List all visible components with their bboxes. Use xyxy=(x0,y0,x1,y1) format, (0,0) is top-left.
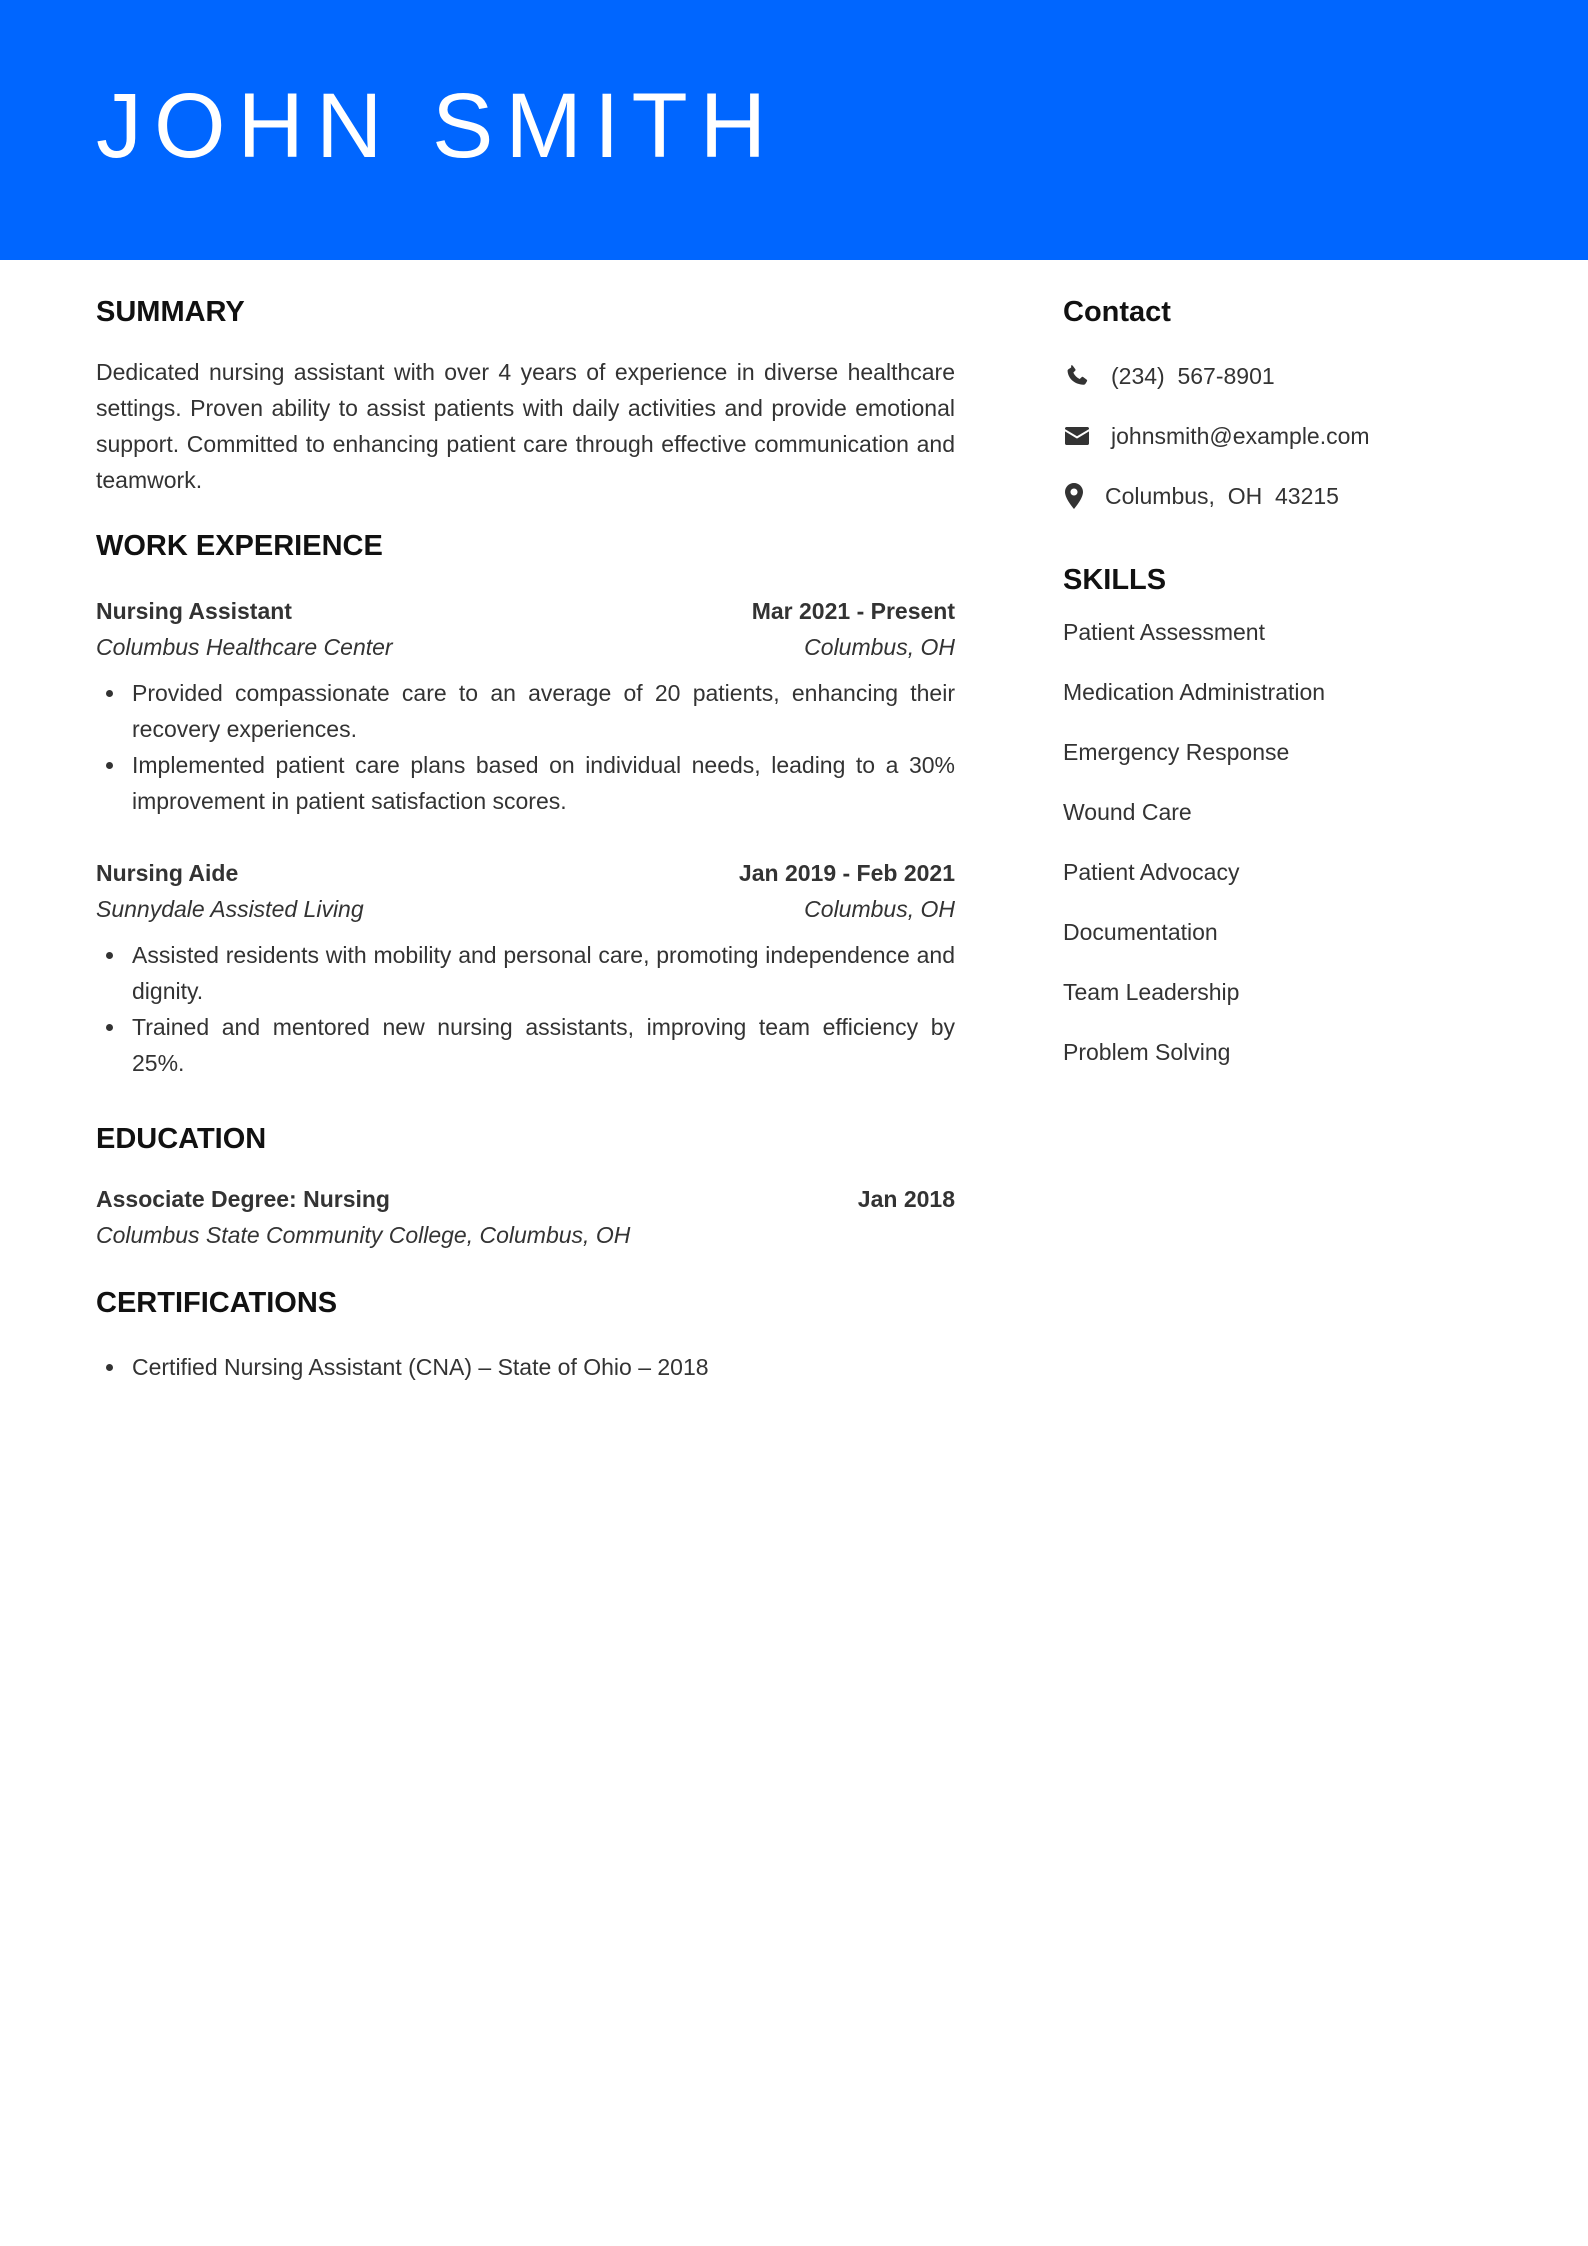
contact-section xyxy=(1063,292,1483,514)
certification-item: Certified Nursing Assistant (CNA) – State of Ohio – 2018 xyxy=(96,1349,955,1385)
job-company: Columbus Healthcare Center xyxy=(96,634,393,660)
phone-text: (234) 567-8901 xyxy=(1111,362,1275,389)
job-title: Nursing Assistant xyxy=(96,598,292,624)
candidate-name: JOHN SMITH xyxy=(96,75,779,177)
job-title: Nursing Aide xyxy=(96,860,239,886)
skills-section xyxy=(1063,560,1483,1070)
job-bullet: Assisted residents with mobility and personal care, promoting independence and dignity. xyxy=(96,937,955,1009)
skill-item: Wound Care xyxy=(1063,799,1192,825)
job-entry xyxy=(96,855,955,1081)
phone-icon xyxy=(1063,362,1091,390)
envelope-icon xyxy=(1063,422,1091,450)
job-entry xyxy=(96,593,955,819)
education-entry xyxy=(96,1181,955,1253)
contact-phone xyxy=(1063,358,1483,394)
contact-email xyxy=(1063,418,1483,454)
degree: Associate Degree: Nursing xyxy=(96,1186,390,1212)
education-section xyxy=(96,1119,955,1253)
job-bullet: Trained and mentored new nursing assistants, improving team efficiency by 25%. xyxy=(96,1009,955,1081)
certifications-heading: CERTIFICATIONS xyxy=(96,1287,338,1319)
skill-item: Medication Administration xyxy=(1063,679,1326,705)
job-company: Sunnydale Assisted Living xyxy=(96,896,364,922)
education-heading: EDUCATION xyxy=(96,1123,267,1155)
skill-item: Documentation xyxy=(1063,919,1218,945)
school: Columbus State Community College, Columbus, OH xyxy=(96,1222,631,1248)
skill-item: Emergency Response xyxy=(1063,739,1290,765)
job-dates: Jan 2019 - Feb 2021 xyxy=(738,860,955,886)
skill-item: Patient Assessment xyxy=(1063,619,1265,645)
skills-heading: SKILLS xyxy=(1063,564,1167,596)
certifications-list xyxy=(96,1349,955,1385)
job-bullet: Provided compassionate care to an average of 20 patients, enhancing their recovery experiences. xyxy=(96,675,955,747)
skills-list xyxy=(1063,614,1483,1070)
job-location: Columbus, OH xyxy=(804,896,955,922)
job-dates: Mar 2021 - Present xyxy=(751,598,955,624)
summary-heading: SUMMARY xyxy=(96,296,245,328)
job-bullets xyxy=(96,937,955,1081)
header-banner xyxy=(0,0,1588,260)
job-location: Columbus, OH xyxy=(804,634,955,660)
work-experience-heading: WORK EXPERIENCE xyxy=(96,530,383,562)
skill-item: Problem Solving xyxy=(1063,1039,1231,1065)
work-experience-section xyxy=(96,526,955,1081)
email-text: johnsmith@example.com xyxy=(1111,422,1370,449)
summary-text: Dedicated nursing assistant with over 4 years of experience in diverse healthcare settings. Proven ability to assist patients with daily activities and provide emotional support. Committed to enhancing patient care through effective communication and teamwork. xyxy=(96,359,955,493)
skill-item: Team Leadership xyxy=(1063,979,1240,1005)
summary-section xyxy=(96,292,955,498)
job-bullet: Implemented patient care plans based on individual needs, leading to a 30% improvement in patient satisfaction scores. xyxy=(96,747,955,819)
contact-location xyxy=(1063,478,1483,514)
sidebar-column xyxy=(1063,292,1483,1094)
main-column xyxy=(96,292,955,1385)
location-text: Columbus, OH 43215 xyxy=(1105,482,1339,509)
education-date: Jan 2018 xyxy=(857,1186,955,1212)
skill-item: Patient Advocacy xyxy=(1063,859,1240,885)
map-marker-icon xyxy=(1063,482,1085,510)
contact-heading: Contact xyxy=(1063,296,1171,328)
job-bullets xyxy=(96,675,955,819)
certifications-section xyxy=(96,1283,955,1385)
